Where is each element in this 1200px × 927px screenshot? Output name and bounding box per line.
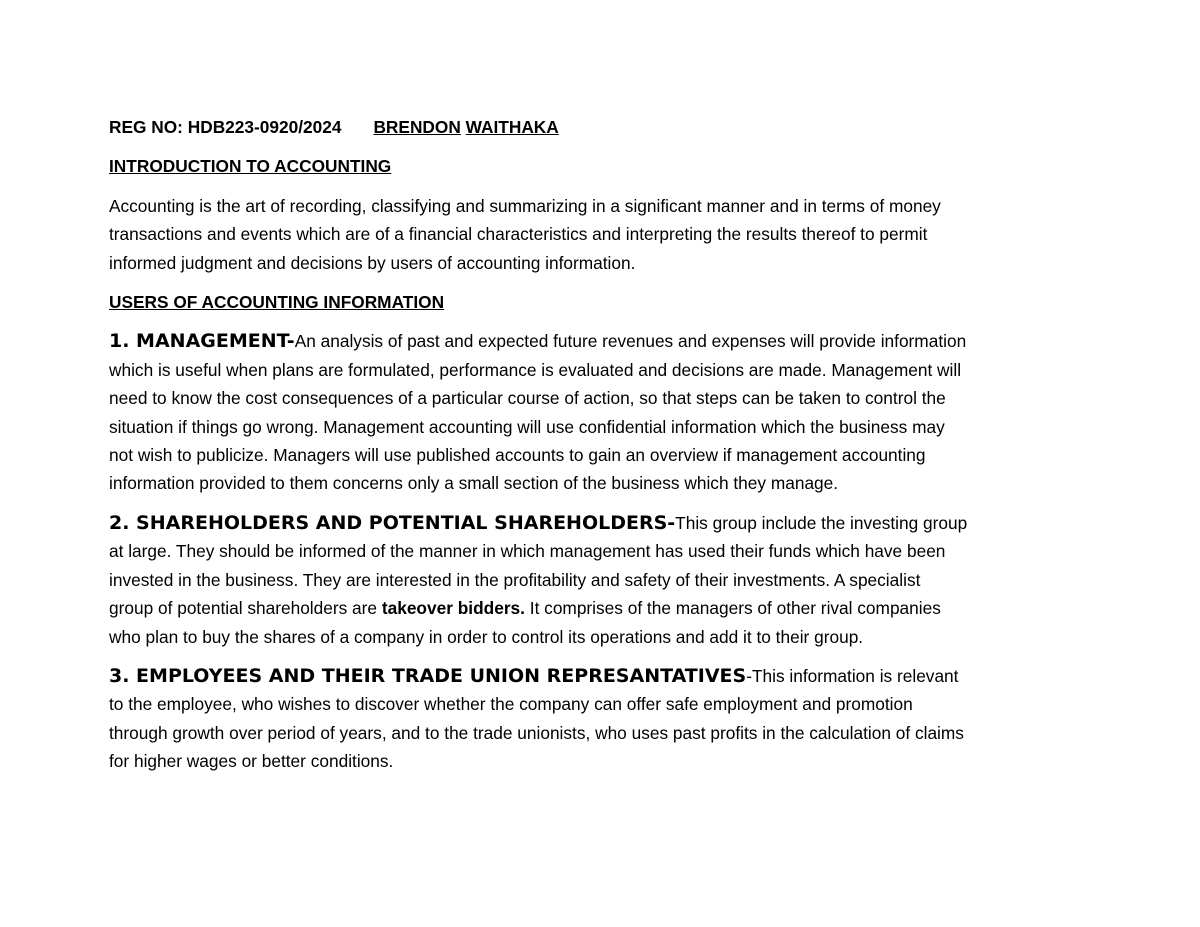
intro-line: transactions and events which are of a financial characteristics and interpreting the results thereof to permit bbox=[109, 224, 928, 245]
item-title: 3. EMPLOYEES AND THEIR TRADE UNION REPRESANTATIVES bbox=[109, 664, 747, 687]
intro-heading: INTRODUCTION TO ACCOUNTING bbox=[109, 156, 392, 177]
takeover-bidders-term: takeover bidders. bbox=[381, 598, 525, 619]
item-text: An analysis of past and expected future revenues and expenses will provide information bbox=[294, 331, 967, 352]
user-item-shareholders bbox=[109, 509, 1094, 651]
registration-number: REG NO: HDB223-0920/2024 bbox=[109, 117, 342, 137]
item-line: at large. They should be informed of the manner in which management has used their funds which have been bbox=[109, 541, 946, 562]
item-line: who plan to buy the shares of a company in order to control its operations and add it to their group. bbox=[109, 626, 864, 647]
item-line: not wish to publicize. Managers will use published accounts to gain an overview if management accounting bbox=[109, 445, 926, 466]
student-details bbox=[109, 113, 1094, 141]
item-title: 1. MANAGEMENT- bbox=[109, 330, 295, 353]
item-text: This group include the investing group bbox=[675, 512, 968, 533]
item-line: need to know the cost consequences of a particular course of action, so that steps can be taken to control the bbox=[109, 388, 946, 409]
item-line: for higher wages or better conditions. bbox=[109, 751, 394, 772]
item-line-bidders bbox=[109, 594, 1094, 622]
item-line: through growth over period of years, and to the trade unionists, who uses past profits in the calculation of claims bbox=[109, 722, 964, 743]
item-line: invested in the business. They are interested in the profitability and safety of their investments. A specialist bbox=[109, 569, 921, 590]
item-title: 2. SHAREHOLDERS AND POTENTIAL SHAREHOLDERS- bbox=[109, 511, 676, 534]
item-line: which is useful when plans are formulated, performance is evaluated and decisions are made. Management will bbox=[109, 359, 962, 380]
document-body bbox=[109, 113, 1094, 787]
user-item-management bbox=[109, 327, 1094, 497]
intro-line: informed judgment and decisions by users of accounting information. bbox=[109, 252, 636, 273]
item-text: -This information is relevant bbox=[746, 665, 959, 686]
item-first-line bbox=[109, 662, 1094, 690]
student-last-name: WAITHAKA bbox=[465, 117, 559, 137]
users-heading: USERS OF ACCOUNTING INFORMATION bbox=[109, 292, 445, 313]
user-item-employees bbox=[109, 662, 1094, 776]
item-first-line bbox=[109, 327, 1094, 355]
intro-paragraph bbox=[109, 192, 1094, 277]
student-name bbox=[373, 117, 558, 137]
item-text: group of potential shareholders are bbox=[109, 598, 382, 619]
item-text: It comprises of the managers of other rival companies bbox=[524, 598, 941, 619]
item-first-line bbox=[109, 509, 1094, 537]
item-line: situation if things go wrong. Management accounting will use confidential information which the business may bbox=[109, 416, 945, 437]
item-line: to the employee, who wishes to discover whether the company can offer safe employment and promotion bbox=[109, 694, 913, 715]
intro-line: Accounting is the art of recording, classifying and summarizing in a significant manner and in terms of money bbox=[109, 195, 941, 216]
item-line: information provided to them concerns only a small section of the business which they manage. bbox=[109, 473, 839, 494]
student-first-name: BRENDON bbox=[373, 117, 461, 137]
